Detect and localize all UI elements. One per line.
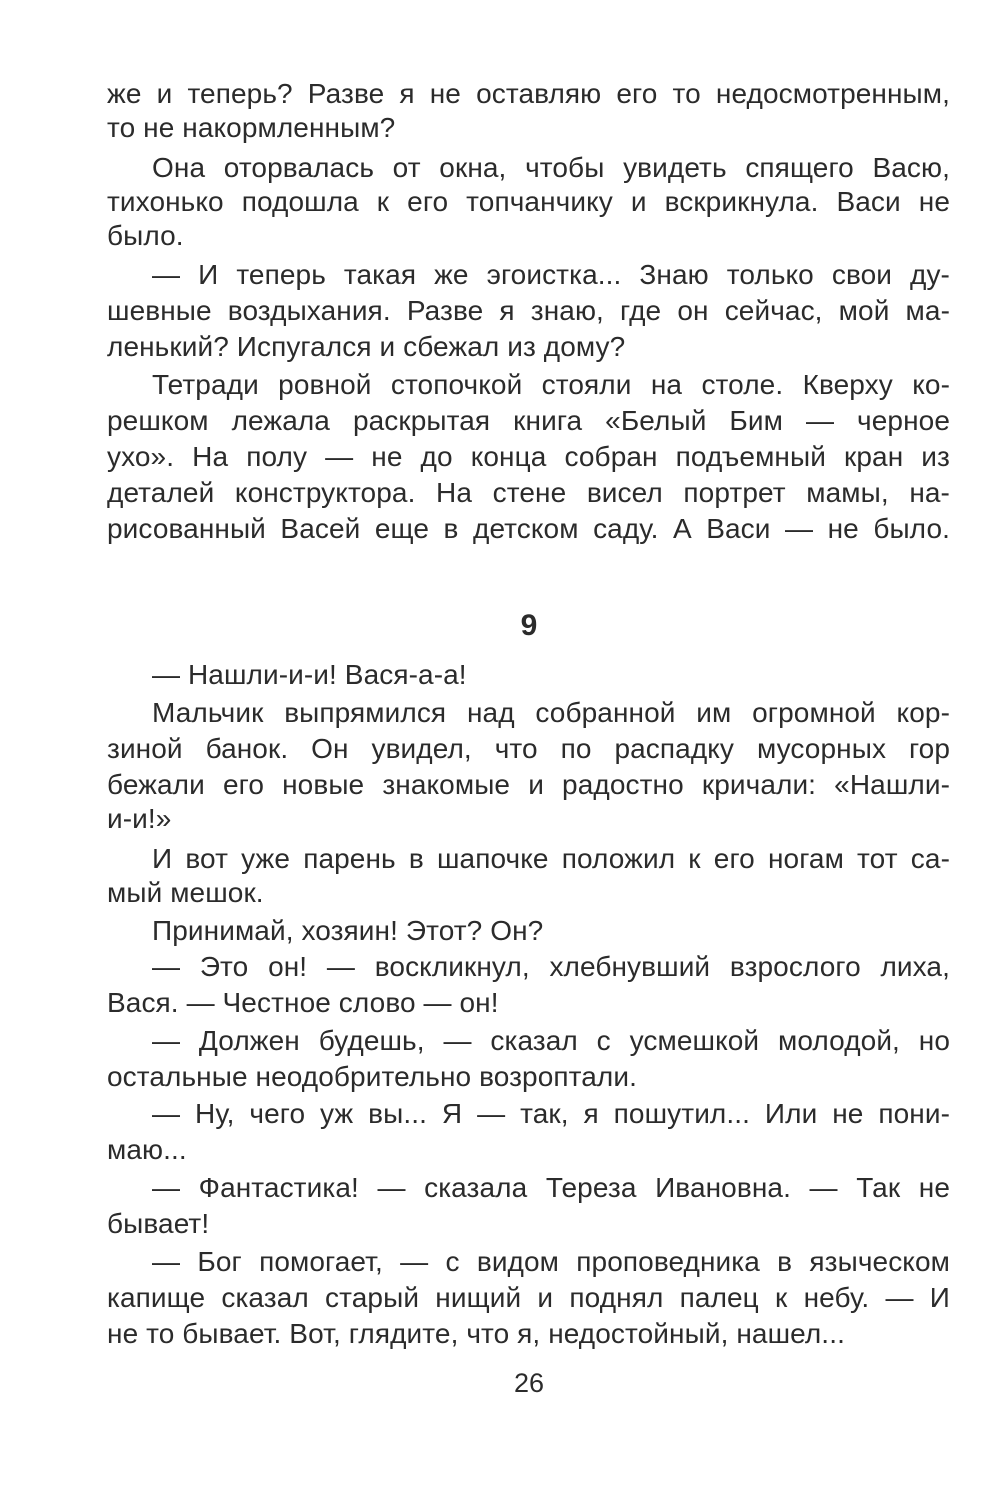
text-line: Мальчик выпрямился над собранной им огромной кор- bbox=[152, 697, 950, 728]
text-line: — И теперь такая же эгоистка... Знаю только свои ду- bbox=[152, 259, 950, 290]
text-line: Вася. — Честное слово — он! bbox=[107, 987, 499, 1018]
page-number: 26 bbox=[513, 1368, 545, 1398]
text-line: зиной банок. Он увидел, что по распадку мусорных гор bbox=[107, 733, 950, 764]
text-line: и-и!» bbox=[107, 803, 172, 834]
text-line: рисованный Васей еще в детском саду. А Васи — не было. bbox=[107, 513, 950, 544]
text-line: — Должен будешь, — сказал с усмешкой молодой, но bbox=[152, 1025, 950, 1056]
chapter-number: 9 bbox=[520, 609, 538, 642]
text-line: ухо». На полу — не до конца собран подъемный кран из bbox=[107, 441, 950, 472]
text-line: капище сказал старый нищий и поднял палец к небу. — И bbox=[107, 1282, 950, 1313]
text-line: ленький? Испугался и сбежал из дому? bbox=[107, 331, 626, 362]
text-line: тихонько подошла к его топчанчику и вскрикнула. Васи не bbox=[107, 186, 950, 217]
text-line: Принимай, хозяин! Этот? Он? bbox=[152, 915, 544, 946]
text-line: бежали его новые знакомые и радостно кричали: «Нашли- bbox=[107, 769, 950, 800]
text-line: то не накормленным? bbox=[107, 112, 396, 143]
text-line: бывает! bbox=[107, 1208, 210, 1239]
text-line: маю... bbox=[107, 1134, 187, 1165]
text-line: решком лежала раскрытая книга «Белый Бим — черное bbox=[107, 405, 950, 436]
text-line: мый мешок. bbox=[107, 877, 264, 908]
text-line: И вот уже парень в шапочке положил к его ногам тот са- bbox=[152, 843, 950, 874]
text-line: Она оторвалась от окна, чтобы увидеть спящего Васю, bbox=[152, 152, 950, 183]
text-line: же и теперь? Разве я не оставляю его то недосмотренным, bbox=[107, 78, 950, 109]
text-line: — Нашли-и-и! Вася-а-а! bbox=[152, 659, 467, 690]
text-line: не то бывает. Вот, глядите, что я, недостойный, нашел... bbox=[107, 1318, 845, 1349]
text-line: — Ну, чего уж вы... Я — так, я пошутил... Или не пони- bbox=[152, 1098, 950, 1129]
text-line: шевные воздыхания. Разве я знаю, где он сейчас, мой ма- bbox=[107, 295, 950, 326]
text-line: остальные неодобрительно возроптали. bbox=[107, 1061, 637, 1092]
text-line: Тетради ровной стопочкой стояли на столе. Кверху ко- bbox=[152, 369, 950, 400]
text-line: деталей конструктора. На стене висел портрет мамы, на- bbox=[107, 477, 950, 508]
text-line: — Бог помогает, — с видом проповедника в языческом bbox=[152, 1246, 950, 1277]
text-line: было. bbox=[107, 220, 184, 251]
text-line: — Это он! — воскликнул, хлебнувший взрослого лиха, bbox=[152, 951, 950, 982]
text-line: — Фантастика! — сказала Тереза Ивановна. — Так не bbox=[152, 1172, 950, 1203]
